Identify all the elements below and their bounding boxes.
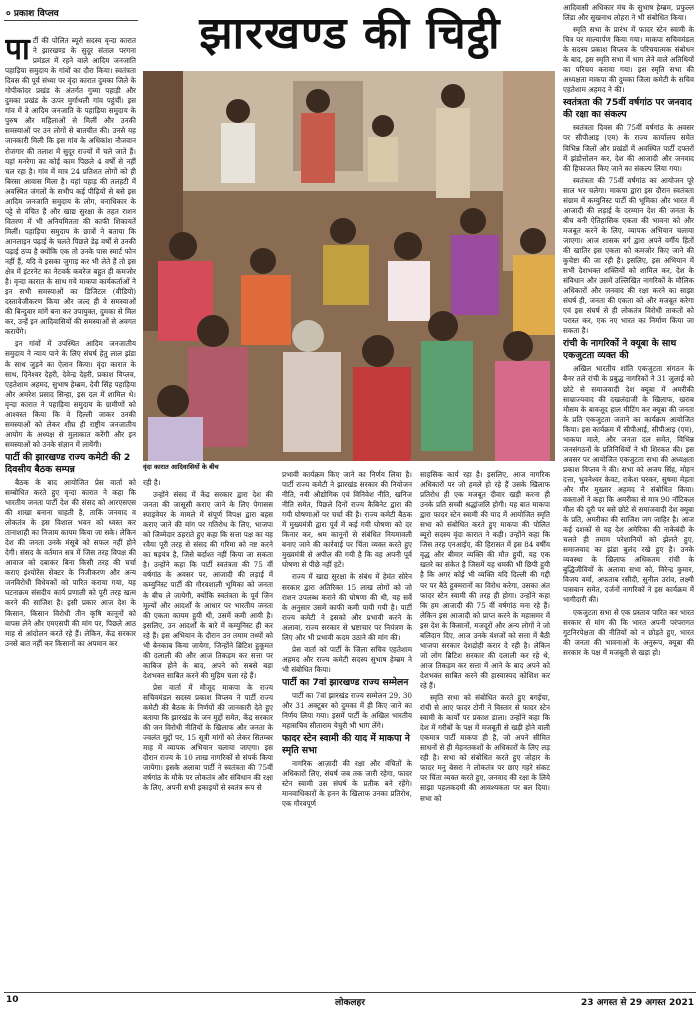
paragraph: राज्य में खाद्य सुरक्षा के संबंध में हेमंत सोरेन सरकार द्वारा अतिरिक्त 15 लाख लोगों को जो राशन उपलब्ध कराने की घोषणा की थी, वह सर्वे के अनुसार उसमें काफी कमी पायी गयी है। पार्टी राज्य कमेटी ने इसको और प्रभावी करने के अलावा, राज्य सरकार से भ्रष्टाचार पर नियंत्रण के लिए और भी प्रभावी कदम उठाने की मांग की।: [282, 572, 412, 642]
paragraph: इन गांवों में उपस्थित आदिम जनजातीय समुदाय ने न्याय पाने के लिए संघर्ष हेतु लाल झंडा के साथ जुड़ने का ऐलान किया। वृंदा कारात के साथ, दिनेश्वर देहरी, देवेन्द्र देहरी, प्रकाश विप्लव, एहतेशाम अहमद, सुभाष हेम्ब्रम, देवी सिंह पहाड़िया और अमरेश प्रसाद सिन्हा, इस दल में शामिल थे। वृन्दा कारात ने पहाड़िया समुदाय के ग्रामीणों को आश्वस्त किया कि वे दिल्ली जाकर उनकी समस्याओं को लेकर शीघ्र ही राष्ट्रीय जनजातीय आयोग के अध्यक्ष से मुलाकात करेंगी और इन समस्याओं को उनके संज्ञान में लायेंगी।: [5, 339, 136, 449]
paragraph: बैठक के बाद आयोजित प्रेस वार्ता को सम्बोधित करते हुए वृन्दा कारात ने कहा कि भारतीय जनता पार्टी देश की संसद को आरएसएस की शाखा बनाना चाहती है, ताकि जनवाद व लोकतंत्र के इस विशाल भवन को ध्वस्त कर तानाशाही का निजाम कायम किया जा सके। लेकिन देश की जनता उनके मंसूबे को सफल नहीं होने देगी। संसद के वर्तमान सत्र में जिस तरह विपक्ष की आवाज को दबाकर बिना किसी तरह की चर्चा कराए इंश्योरेंस सेक्टर के निजीकरण और अन्य जनविरोधी विधेयकों को पारित कराया गया, यह घटनाक्रम संसदीय कार्य प्रणाली को पूरी तरह खत्म करने की साजिश है। इसी प्रकार आज देश के किसान, किसान विरोधी तीन कृषि कानूनों को वापस लेने और एमएसपी की मांग पर, पिछले आठ माह से आंदोलन करते रहे हैं। लेकिन, केंद्र सरकार उनसे बात नहीं कर किसानों का अपमान कर: [5, 477, 136, 648]
news-photo: [143, 71, 555, 461]
paragraph: स्वतंत्रता की 75वीं वर्षगांठ का आयोजन पूरे साल भर चलेगा। माकपा द्वारा इस दौरान स्वतंत्रता संग्राम में कम्युनिस्ट पार्टी की भूमिका और भारत में आजादी की लड़ाई के दरम्यान देश की जनता के बीच बनी ऐतिहासिक एकता की भावना को और मजबूत करने के लिए, व्यापक अभियान चलाया जाएगा। आज शासक वर्ग द्वारा अपने वर्गीय हितों की खातिर इस एकता को कमजोर किए जाने की कुचेष्टा की जा रही है। इसलिए, इस अभियान में सभी देशभक्त शक्तियों को शामिल कर, देश के संविधान और उसमें उल्लिखित नागरिकों के मौलिक अधिकारों और जनवाद की रक्षा करने का साझा संघर्ष ही, जनता की एकता को और मजबूत करेगा एवं इस संघर्ष से ही लोकतंत्र विरोधी ताकतों को परास्त कर, एक नए भारत का निर्माण किया जा सकता है।: [563, 175, 694, 336]
paragraph: प्रेस वार्ता को पार्टी के जिला सचिव एहतेशाम अहमद और राज्य कमेटी सदस्य सुभाष हेम्ब्रम ने भी संबोधित किया।: [282, 644, 412, 674]
subheading: पार्टी का 7वां झारखण्ड राज्य सम्मेलन: [282, 676, 409, 688]
subheading: रांची के नागरिकों ने क्यूबा के साथ एकजुटता व्यक्त की: [563, 338, 677, 362]
paragraph: नागरिक आज़ादी की रक्षा और वंचितों के अधिकारों लिए, संघर्ष जब तक जारी रहेगा, फादर स्टेन स्वामी उस संघर्ष के प्रतीक बने रहेंगे। मानवाधिकारों के हनन के खिलाफ उनका प्रतिरोध, एक गौरवपूर्ण: [282, 759, 412, 809]
drop-cap: पा: [5, 36, 30, 67]
paragraph: पार्टी का 7वां झारखंड राज्य सम्मेलन 29, 30 और 31 अक्टूबर को दुमका में ही किए जाने का निर्णय लिया गया। इसमें पार्टी के अखिल भारतीय महासचिव सीताराम येचुरी भी भाग लेंगे।: [282, 690, 412, 731]
paragraph: अखिल भारतीय शांति एकजुटता संगठन के बैनर तले रांची के प्रबुद्ध नागरिकों ने 31 जुलाई को छोटे से समाजवादी देश क्यूबा में अमरीकी साम्राज्यवाद की दखलंदाजी के खिलाफ, खराब मौसम के बावजूद हाल मीटिंग कर क्यूबा की जनता के प्रति एकजुटता जताने का कार्यक्रम आयोजित किया। इस कार्यक्रम में सीपीआई, सीपीआइ (एम), भाकपा माले, और जनता दल समेत, विभिन्न जनसंगठनों के प्रतिनिधियों ने भी शिरकत की। इस अवसर पर आयोजित एकजुटता सभा की अध्यक्षता प्रकाश विप्लव ने की। सभा को अजय सिंह, मोहन दत्ता, भुवनेश्वर केवट, राकेश घरकर, सुषमा मेहता और मीर मुख्तार अहमद ने संबोधित किया। वक्ताओं ने कहा कि अमरीका से मात्र 90 नॉटिकल मील की दूरी पर बसे छोटे से समाजवादी देश क्यूबा के प्रति, अमरीका की साजिश जग जाहिर है। आज कई दशकों से यह देश अमेरिका की नाकेबंदी के चलते ही तमाम परेशानियों को झेलते हुए, समाजवाद का झंडा बुलंद रखे हुए है। उनके व्यवस्था के खिलाफ अधिकतम रांची के बुद्धिजीवियों के अलावा सभा को, विरेन्द्र कुमार, विजय वर्मा, अफताब रसीदी, सुनील उरांव, लक्ष्मी पासवान समेत, दर्जनों नागरिकों ने इस कार्यक्रम में भागीदारी की।: [563, 364, 694, 605]
column-5: [563, 3, 694, 991]
paragraph: रही है।: [143, 478, 161, 487]
headline: झारखण्ड की चिट्ठी: [199, 8, 501, 59]
paragraph: स्वतंत्रता दिवस की 75वीं वर्षगांठ के अवसर पर सीपीआइ (एम) के राज्य कार्यालय समेत विभिन्न जिलों और प्रखंडों में अवस्थित पार्टी दफ्तरों में झंडोत्तोलन कर, देश की आजादी और जनवाद की हिफाजत किए जाने का संकल्प लिया गया।: [563, 123, 694, 173]
publication-name: लोकलहर: [335, 998, 365, 1008]
paragraph: स्मृति सभा के प्रारंभ में फादर स्टेन स्वामी के चित्र पर माल्यार्पण किया गया। माकपा सचिवमंडल के सदस्य प्रकाश विप्लव के परिचयात्मक संबोधन के बाद, इस स्मृति सभा में भाग लेने वाले अतिथियों का परिचय कराया गया। इस स्मृति सभा की अध्यक्षता माकपा की दुमका जिला कमेटी के सचिव एहतेशाम अहमद ने की।: [563, 25, 694, 95]
column-1: [5, 36, 136, 991]
footer-rule: [4, 992, 696, 993]
paragraph: उन्होंने संसद में केंद्र सरकार द्वारा देश की जनता की जासूसी कराए जाने के लिए पेगासस स्पाइवेयर के मामले में संपूर्ण विपक्ष द्वारा बहस कराए जाने की मांग पर गतिरोध के लिए, भाजपा को जिम्मेदार ठहराते हुए कहा कि सत्ता पक्ष का यह रवैया पूरी तरह से संसद की गरिमा को नष्ट करने का षड़यंत्र है, जिसे बर्दाश्त नहीं किया जा सकता है। उन्होंने कहा कि पार्टी स्वतंत्रता की 75 वीं वर्षगांठ के अवसर पर, आजादी की लड़ाई में कम्युनिस्ट पार्टी की गौरवशाली भूमिका को जनता के बीच ले जायेगी, क्योंकि स्वतंत्रता के पूर्व जिन मूल्यों और आदर्शों के आधार पर भारतीय जनता की एकता कायम हुयी थी, उसमें कमी आयी है। इसलिए, उन आदर्शों के बारे में कम्युनिस्ट ही कर रहे हैं। इस अभियान के दौरान उन तमाम तथ्यों को भी बेनकाब किया जायेगा, जिन्होंने ब्रिटिश हुकूमत की दलाली की और आज तिकड़म कर सत्ता पर काबिज होने के बाद, अपने को सबसे बड़ा देशभक्त साबित करने की मुहिम चला रहे हैं।: [143, 490, 273, 680]
column-4: [420, 470, 550, 991]
crowd-photo-illustration: [143, 71, 555, 461]
photo-caption: वृंदा कारात आदिवासियों के बीच: [143, 463, 219, 471]
paragraph: प्रेस वार्ता में मौजूद माकपा के राज्य सचिवमंडल सदस्य प्रकाश विप्लव ने पार्टी राज्य कमेटी की बैठक के निर्णयों की जानकारी देते हुए बताया कि झारखंड के जन मुद्दों समेत, केंद्र सरकार की जन विरोधी नीतियों के खिलाफ और जनता के ज्वलंत मुद्दों पर, 15 सूत्री मांगों को लेकर सितम्बर माह में व्यापक अभियान चलाया जाएगा। इस दौरान राज्य के 10 लाख नागरिकों से संपर्क किया जायेगा। इसके अलावा पार्टी ने स्वतंत्रता की 75वीं वर्षगांठ के मौके पर लोकतंत्र और संविधान की रक्षा के लिए, अपनी सभी इकाइयों से स्वतंत्र रूप से: [143, 682, 273, 793]
column-2: [143, 478, 273, 991]
subheading: स्वतंत्रता की 75वीं वर्षगांठ पर जनवाद की रक्षा का संकल्प: [563, 97, 692, 121]
subheading: फादर स्टेन स्वामी की याद में माकपा ने स्मृति सभा: [282, 733, 410, 757]
byline: ० प्रकाश विप्लव: [6, 9, 59, 19]
page-number: 10: [6, 995, 19, 1005]
paragraph: प्रभावी कार्यक्रम किए जाने का निर्णय लिया है। पार्टी राज्य कमेटी ने झारखंड सरकार की नियोजन नीति, नयी औद्योगिक एवं विनिवेश नीति, खनिज नीति समेत, पिछले दिनों राज्य कैबिनेट द्वारा की गयी घोषणाओं पर चर्चा की है। राज्य कमेटी बैठक में मुख्यमंत्री द्वारा पूर्व में कई गयी घोषणा को दर किनार कर, श्रम कानूनों से संबंधित नियमावली बनाए जाने की कार्रवाई पर चिंता व्यक्त करते हुए मुख्यमंत्री से अपील की गयी है कि वह अपनी पूर्व घोषणा से पीछे नहीं हटें।: [282, 470, 412, 570]
paragraph: स्मृति सभा को संबोधित करते हुए बगईचा, रांची से आए फादर टोनी ने विस्तार से फादर स्टेन स्वामी के कार्यों पर प्रकाश डाला। उन्होंने कहा कि देश में गरीबों के पक्ष में मजबूती से खड़ी होने वाली एकमात्र पार्टी माकपा ही है, जो अपने सीमित साधनों से ही मेहनतकशों के अधिकारों के लिए लड़ रही है। सभा को संबोधित करते हुए जोहार के फादर मनु बेसरा ने लोकतंत्र पर छाए गहरे संकट पर चिंता व्यक्त करते हुए, जनवाद की रक्षा के लिये साझा पहलकदमी की आवश्यकता पर बल दिया। सभा को: [420, 693, 550, 803]
page-footer: [0, 994, 700, 1009]
issue-date: 23 अगस्त से 29 अगस्त 2021: [581, 998, 694, 1008]
paragraph: आदिवासी अधिकार मंच के सुभाष हेम्ब्रम, प्रफुल्ल लिंडा और सुखनाथ लोहरा ने भी संबोधित किया।: [563, 3, 694, 23]
column-3: [282, 470, 412, 991]
subheading: पार्टी की झारखण्ड राज्य कमेटी की 2 दिवसीय बैठक सम्पन्न: [5, 451, 131, 475]
paragraph: पार्टी की पोलित ब्यूरो सदस्य वृन्दा कारात ने झारखण्ड के सुदूर संताल परगना प्रमंडल में रहने वाले आदिम जनजाति पहाड़िया समुदाय के गांवों का दौरा किया। स्वतंत्रता दिवस की पूर्व संध्या पर वृंदा कारात दुमका जिले के गोपीकांदर प्रखंड के अंतर्गत गुम्मा पहाड़ी और दुमका प्रखंड के ऊपर मुर्गाथली गांव पहुंचीं। इस गांव में वे आदिम जनजाति के पहाड़िया समुदाय के पुरुष और महिलाओं से मिलीं और उनकी समस्याओं पर उन लोगों से बातचीत की। उनसे यह जानकारी मिली कि इस गांव के अधिकांश नौजवान रोजगार की तलाश में सुदूर राज्यों में चले जाते हैं। यहां मनरेगा का कोई काम पिछले 4 वर्षों से नहीं चल रहा है। गांव में मात्र 24 प्रतिशत लोगों को ही बिरसा आवास मिला है। यहां पहाड़ की तलहटी में अवस्थित जंगलों के सभीप कई पीढ़ियों से बसे इस आदिम जनजाति समुदाय के लोग, वनाधिकार के पट्टे से वंचित हैं और खाद्य सुरक्षा के तहत राशन वितरण में भी अनियमितता की काफी शिकायतें मिलीं। पहाड़िया समुदाय के छात्रों ने बताया कि आनलाइन पढ़ाई के चलते पिछले डेढ़ वर्षों से उनकी पढ़ाई ठप्प है क्योंकि एक तो उनके पास स्मार्ट फोन नहीं हैं, यदि वे इसका जुगाड़ कर भी लेते हैं तो इस क्षेत्र में इंटरनेट का नेटवर्क कवरेज बहुत ही कमजोर है। वृन्दा कारात के साथ गये माकपा कार्यकर्ताओं ने इन सभी समस्याओं का डिजिटल (वीडियो) दस्तावेजीकरण किया और जल्द ही वे समस्याओं की बिन्दुवार मांगें बना कर उपायुक्त, दुमका से मिल कर, उन्हें इन आदिवासियों की समस्याओं से अवगत करायेंगे।: [5, 36, 136, 337]
paragraph: एकजुटता सभा से एक प्रस्ताव पारित कर भारत सरकार से मांग की कि भारत अपनी परंपरागत गुटनिरपेक्षता की नीतियों को न छोड़ते हुए, भारत की जनता की भावनाओं के अनुरूप, क्यूबा की सरकार के पक्ष में मजबूती से खड़ा हो।: [563, 607, 694, 657]
byline-rule: [4, 20, 138, 21]
paragraph: साहसिक कार्य रहा है। इसलिए, आज नागरिक अधिकारों पर जो हमले हो रहे हैं उसके खिलाफ प्रतिरोध ही एक मजबूत दीवार खड़ी करना ही उनके प्रति सच्ची श्रद्धांजलि होगी। यह बात माकपा द्वारा फादर स्टेन स्वामी की याद में आयोजित स्मृति सभा को संबोधित करते हुए माकपा की पोलित ब्यूरो सदस्य वृंदा कारात ने कही। उन्होंने कहा कि जिस तरह एनआईए, की हिरासत में इस 84 वर्षीय वृद्ध और बीमार व्यक्ति की मौत हुयी, यह एक खतरे का संकेत है जिसमें यह धमकी भी छिपी हुयी है कि अगर कोई भी व्यक्ति यदि दिल्ली की गद्दी पर पर बैठे हुक्मरानों का विरोध करेगा, उसका अंत फादर स्टेन स्वामी की तरह ही होगा। उन्होंने कहा कि हम आजादी की 75 वीं वर्षगांठ मना रहे हैं। लेकिन इस आजादी को प्राप्त करने के महासमर में इस देश के किसानों, मजदूरों और अन्य लोगों ने जो बलिदान दिए, आज उनके वंशजों को सत्ता में बैठी भाजपा सरकार देशद्रोही करार दे रही है। लेकिन जो लोग ब्रिटिश सरकार की दलाली कर रहे थे, आज तिकड़म कर सत्ता में आने के बाद अपने को देशभक्त साबित करने की हास्यास्पद कोशिश कर रहे हैं।: [420, 470, 550, 690]
